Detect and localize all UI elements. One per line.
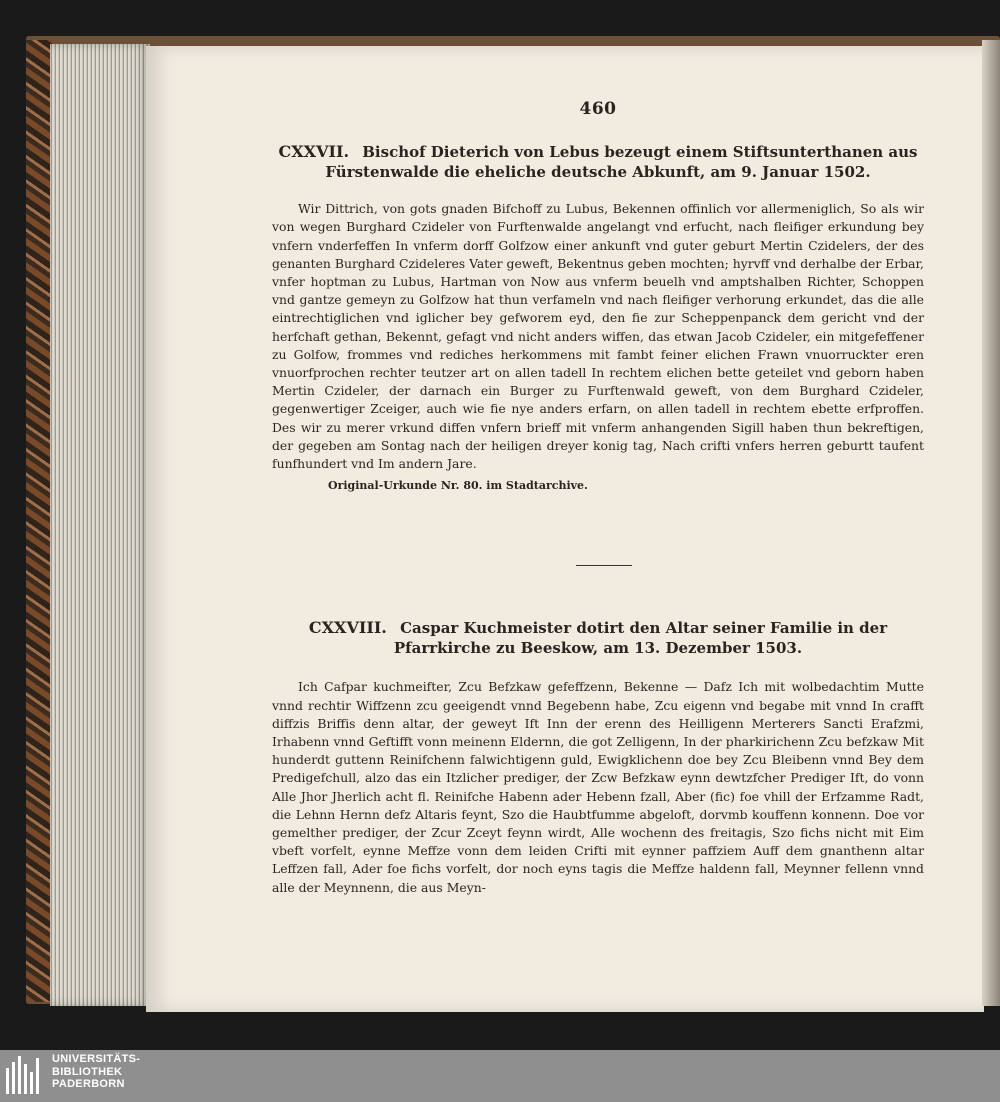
right-page-edge — [982, 40, 1000, 1006]
document-heading-1 — [272, 142, 924, 182]
document-title-1: Bischof Dieterich von Lebus bezeugt einem Stiftsunterthanen aus Fürstenwalde die eheliche deutsche Abkunft, am 9. Januar 1502. — [325, 143, 918, 182]
page-stack-edge — [50, 44, 150, 1006]
page-number: 460 — [579, 99, 617, 119]
document-title-2: Caspar Kuchmeister dotirt den Altar seiner Familie in der Pfarrkirche zu Beeskow, am 13. Dezember 1503. — [393, 619, 888, 658]
library-name-line-1: UNIVERSITÄTS- — [52, 1053, 141, 1065]
page-content — [272, 100, 924, 897]
section-divider — [576, 565, 632, 566]
library-logo-icon — [6, 1054, 46, 1094]
document-text-1: Wir Dittrich, von gots gnaden Bifchoff zu Lubus, Bekennen offinlich vor allermeniglich, So als wir von wegen Burghard Czideler von Furftenwalde angelangt vnd erfucht, nach fleifiger erkundung bey vnfern vnderfeffen In vnferm dorff Golfzow einer ankunft vnd guter geburt Mertin Czidelers, der des genanten Burghard Czideleres Vater geweft, Bekentnus geben mochten; hyrvff vnd derhalbe der Erbar, vnfer hoptman zu Lubus, Hartman von Now aus vnferm beuelh vnd amptshalben Richter, Schoppen vnd gantze gemeyn zu Golfzow hat thun verfameln vnd nach fleifiger verhorung erkundet, das die alle eintrechtiglichen vnd iglicher bey gefworem eyd, den fie zur Scheppenpanck dem gericht vnd der herfchaft gethan, Bekennt, gefagt vnd nicht anders wiffen, das etwan Jacob Czideler, ein mitgefeffener zu Golfow, frommes vnd rediches herkommens mit fambt feiner elichen Frawn vnuorruckter eren vnuorfprochen rechter teutzer art on allen tadell In rechtem elichen bette geteilet vnd geborn haben Mertin Czideler, der darnach ein Burger zu Furftenwald geweft, von dem Burghard Czideler, gegenwertiger Zceiger, auch wie fie nye anders erfarn, on allen tadell in rechtem ebette erfproffen. Des wir zu merer vrkund diffen vnfern brieff mit vnferm anhangenden Sigill haben thun bekreftigen, der gegeben am Sontag nach der heiligen dreyer konig tag, Nach crifti vnfers herren geburtt taufent funfhundert vnd Im andern Jare. — [272, 201, 924, 472]
library-name-line-2: BIBLIOTHEK — [52, 1065, 123, 1078]
document-heading-2 — [272, 618, 924, 658]
document-numeral-2: CXXVIII. — [308, 618, 387, 638]
library-footer — [0, 1050, 1000, 1102]
document-text-2: Ich Cafpar kuchmeifter, Zcu Befzkaw gefeffzenn, Bekenne — Dafz Ich mit wolbedachtim Mutte vnnd rechtir Wiffzenn zcu geeigendt vnnd Begebenn habe, Zcu eigenn vnd begabe mit vnnd In crafft diffzis Briffis denn altar, der geweyt Ift Inn der erenn des Heilligenn Merterers Sancti Erafzmi, Irhabenn vnnd Geftifft vonn meinenn Eldernn, die got Zelligenn, In der pharkirichenn Zcu befzkaw Mit hunderdt guttenn Reinifchenn falwichtigenn guld, Ewigklichenn doe bey Zcu Bleibenn vnnd Bey dem Predigefchull, alzo das ein Itzlicher prediger, der Zcw Befzkaw eynn dewtzfcher Prediger Ift, do vonn Alle Jhor Jherlich acht fl. Reinifche Habenn ader Hebenn fzall, Aber (fic) foe vhill der Erfzamme Radt, die Lehnn Hernn defz Altaris feynt, Szo die Haubtfumme abgeloft, dorvmb kouffenn konnenn. Doe vor gemelther prediger, der Zcur Zceyt feynn wirdt, Alle wochenn des freitagis, Szo fichs nicht mit Eim vbeft vorfelt, eynne Meffze vonn dem leiden Crifti mit eynner paffziem Auff dem gnanthenn altar Leffzen fall, Ader foe fichs vorfelt, dor noch eyns tagis die Meffze haldenn fall, Meynner fellenn vnnd alle der Meynnenn, die aus Meyn- — [272, 679, 924, 895]
library-name-line-3: PADERBORN — [52, 1078, 125, 1090]
document-source-1: Original-Urkunde Nr. 80. im Stadtarchive. — [328, 479, 588, 493]
document-numeral-1: CXXVII. — [278, 142, 350, 162]
library-name — [52, 1053, 140, 1091]
